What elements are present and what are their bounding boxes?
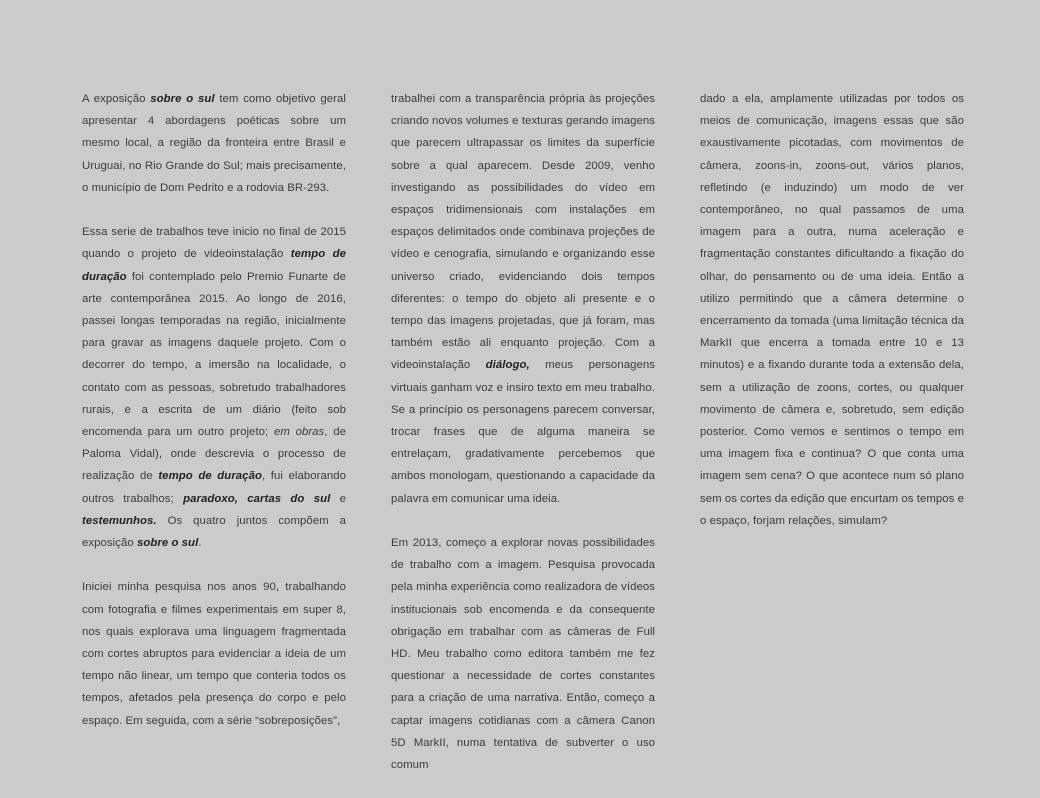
text-segment: A exposição xyxy=(82,93,151,105)
text-column-2 xyxy=(391,88,655,798)
work-title-emphasis: paradoxo, cartas do sul xyxy=(183,492,331,505)
paragraph-projections xyxy=(391,88,655,510)
text-column-3 xyxy=(700,88,964,554)
exhibition-title-emphasis: sobre o sul xyxy=(150,93,215,105)
work-title-emphasis: testemunhos. xyxy=(82,514,157,527)
text-segment: trabalhei com a transparência própria às projeções criando novos volumes e texturas gerando imagens que parecem ultrapassar os limites da superfície sobre a qual aparecem. Desde 2009, venho investigando as possibilidades do vídeo em espaços tridimensionais com instalações em espaços delimitados onde combinava projeções de vídeo e cenografia, simulando e organizando esse universo criado, evidenciando dois tempos diferentes: o tempo do objeto ali presente e o tempo das imagens projetadas, que já foram, mas também estão ali enquanto projeção. Com a videoinstalação xyxy=(391,93,655,372)
text-segment: dado a ela, amplamente utilizadas por todos os meios de comunicação, imagens essas que são exaustivamente picotadas, com movimentos de câmera, zoons-in, zoons-out, vários planos, refletindo (e induzindo) um modo de ver contemporâneo, no qual passamos de uma imagem para a outra, numa aceleração e fragmentação constantes dificultando a fixação do olhar, do pensamento ou de uma ideia. Então a utilizo permitindo que a câmera determine o encerramento da tomada (uma limitação técnica da MarkII que encerra a tomada entre 10 e 13 minutos) e a fixando durante toda a extensão dela, sem a utilização de zoons, cortes, ou qualquer movimento de câmera e, sobretudo, sem edição posterior. Como vemos e sentimos o tempo em uma imagem fixa e continua? O que conta uma imagem sem cena? O que acontece num só plano sem os cortes da edição que encurtam os tempos e o espaço, forjam relações, simulam? xyxy=(700,93,964,527)
work-title-emphasis: diálogo, xyxy=(485,359,530,372)
paragraph-fixed-image xyxy=(700,88,964,532)
work-title-emphasis: tempo de duração xyxy=(82,248,346,283)
text-segment: Essa serie de trabalhos teve inicio no final de 2015 quando o projeto de videoinstalação xyxy=(82,226,346,261)
text-segment: meus personagens virtuais ganham voz e insiro texto em meu trabalho. Se a princípio os personagens parecem conversar, trocar frases que de alguma maneira se entrelaçam, gradativamente percebemos que ambos monologam, questionando a capacidade da palavra em comunicar uma ideia. xyxy=(391,359,655,505)
text-segment: Em 2013, começo a explorar novas possibilidades de trabalho com a imagem. Pesquisa provocada pela minha experiência como realizadora de vídeos institucionais sob encomenda e da consequente obrigação em trabalhar com as câmeras de Full HD. Meu trabalho como editora também me fez questionar a necessidade de cortes constantes para a criação de uma narrativa. Então, começo a captar imagens cotidianas com a câmera Canon 5D MarkII, numa tentativa de subverter o uso comum xyxy=(391,537,655,772)
text-segment: e xyxy=(330,492,346,505)
work-title-emphasis: tempo de duração xyxy=(158,470,262,483)
text-segment: Os quatro juntos compõem a exposição xyxy=(82,514,346,550)
text-segment: , fui elaborando outros trabalhos; xyxy=(82,470,347,505)
text-column-1 xyxy=(82,88,346,754)
paragraph-research-90s xyxy=(82,576,346,731)
text-segment: foi contemplado pelo Premio Funarte de arte contemporânea 2015. Ao longo de 2016, passei longas temporadas na região, inicialmente para gravar as imagens daquele projeto. Com o decorrer do tempo, a imersão na localidade, o contato com as pessoas, sobretudo trabalhadores rurais, e a escrita de um diário (feito sob encomenda para um outro projeto; xyxy=(82,270,346,439)
paragraph-intro xyxy=(82,88,346,199)
text-segment: , de Paloma Vidal), onde descrevia o processo de realização de xyxy=(82,426,346,483)
exhibition-title-emphasis: sobre o sul xyxy=(136,537,199,550)
text-segment: . xyxy=(198,537,202,550)
text-segment: Iniciei minha pesquisa nos anos 90, trabalhando com fotografia e filmes experimentais em super 8, nos quais explorava uma linguagem fragmentada com cortes abruptos para evidenciar a ideia de um tempo não linear, um tempo que conteria todos os tempos, afetados pela presença do corpo e pelo espaço. Em seguida, com a série “sobreposições”, xyxy=(82,581,346,727)
text-segment: tem como objetivo geral apresentar 4 abordagens poéticas sobre um mesmo local, a região da fronteira entre Brasil e Uruguai, no Rio Grande do Sul; mais precisamente, o município de Dom Pedrito e a rodovia BR-293. xyxy=(82,93,346,194)
book-title-italic: em obras xyxy=(273,426,325,439)
paragraph-series-origin xyxy=(82,221,346,554)
paragraph-2013-camera xyxy=(391,532,655,776)
